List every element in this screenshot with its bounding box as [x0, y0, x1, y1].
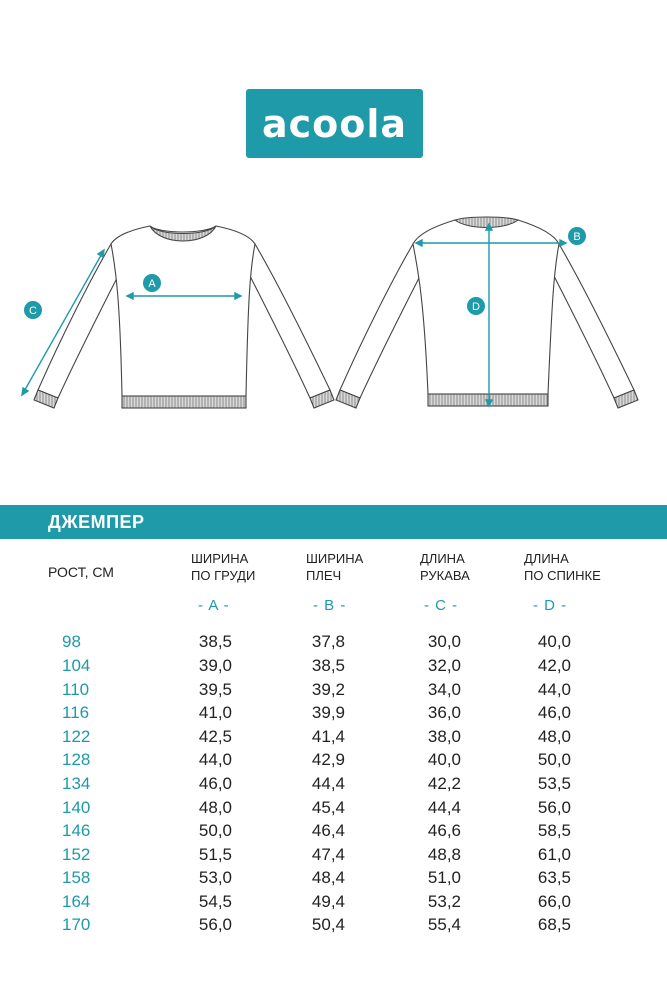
sleeve-cell: 42,2 [427, 774, 461, 793]
height-cell: 110 [62, 680, 90, 699]
table-row [0, 656, 667, 680]
shoulder-cell: 39,2 [311, 680, 345, 699]
column-letter-a: - A - [198, 597, 230, 614]
column-header-sleeve [420, 550, 470, 584]
back-length-cell: 44,0 [537, 680, 571, 699]
table-row [0, 632, 667, 656]
chest-cell: 39,0 [198, 656, 232, 675]
table-row [0, 750, 667, 774]
sweater-front [34, 226, 334, 408]
back-length-cell: 50,0 [537, 750, 571, 769]
logo-text: acoola [261, 101, 408, 146]
chest-cell: 46,0 [198, 774, 232, 793]
chest-cell: 39,5 [198, 680, 232, 699]
column-header-line: ПЛЕЧ [306, 568, 342, 583]
chest-cell: 53,0 [198, 868, 232, 887]
column-header-line: ДЛИНА [524, 551, 569, 566]
chest-cell: 38,5 [198, 632, 232, 651]
sleeve-cell: 36,0 [427, 703, 461, 722]
sweater-back [336, 217, 638, 408]
sleeve-cell: 48,8 [427, 845, 461, 864]
height-column-header: РОСТ, СМ [48, 564, 114, 580]
table-row [0, 845, 667, 869]
sleeve-cell: 32,0 [427, 656, 461, 675]
back-length-cell: 42,0 [537, 656, 571, 675]
height-cell: 116 [62, 703, 90, 722]
table-row [0, 798, 667, 822]
marker-c [24, 301, 42, 319]
chest-cell: 48,0 [198, 798, 232, 817]
back-length-cell: 56,0 [537, 798, 571, 817]
table-title-banner [0, 505, 667, 539]
chest-cell: 51,5 [198, 845, 232, 864]
shoulder-cell: 42,9 [311, 750, 345, 769]
table-row [0, 703, 667, 727]
height-cell: 104 [62, 656, 91, 675]
column-header-line: ПО ГРУДИ [191, 568, 256, 583]
column-header-shoulders [306, 550, 363, 584]
back-length-cell: 46,0 [537, 703, 571, 722]
column-letter-d: - D - [533, 597, 568, 614]
chest-cell: 54,5 [198, 892, 232, 911]
shoulder-cell: 49,4 [311, 892, 345, 911]
column-letter-c: - C - [424, 597, 459, 614]
marker-b-label: B [573, 231, 581, 243]
shoulder-cell: 39,9 [311, 703, 345, 722]
sleeve-cell: 38,0 [427, 727, 461, 746]
marker-a-label: A [148, 278, 156, 290]
chest-cell: 50,0 [198, 821, 232, 840]
brand-logo [246, 89, 423, 158]
sleeve-cell: 40,0 [427, 750, 461, 769]
back-length-cell: 58,5 [537, 821, 571, 840]
shoulder-cell: 50,4 [311, 915, 345, 934]
shoulder-cell: 47,4 [311, 845, 345, 864]
shoulder-cell: 45,4 [311, 798, 345, 817]
height-cell: 152 [62, 845, 91, 864]
sleeve-cell: 46,6 [427, 821, 461, 840]
table-row [0, 821, 667, 845]
marker-b [568, 227, 586, 245]
sleeve-cell: 30,0 [427, 632, 461, 651]
chest-cell: 41,0 [198, 703, 232, 722]
column-letter-b: - B - [313, 597, 347, 614]
height-cell: 140 [62, 798, 91, 817]
height-cell: 122 [62, 727, 91, 746]
chest-cell: 44,0 [198, 750, 232, 769]
column-header-line: ПО СПИНКЕ [524, 568, 601, 583]
shoulder-cell: 41,4 [311, 727, 345, 746]
table-row [0, 892, 667, 916]
marker-d [467, 297, 485, 315]
column-header-back-length [524, 550, 601, 584]
back-length-cell: 53,5 [537, 774, 571, 793]
marker-c-label: C [29, 305, 37, 317]
height-cell: 158 [62, 868, 91, 887]
sleeve-cell: 44,4 [427, 798, 461, 817]
height-cell: 146 [62, 821, 91, 840]
table-row [0, 774, 667, 798]
sleeve-cell: 55,4 [427, 915, 461, 934]
back-length-cell: 40,0 [537, 632, 571, 651]
chest-cell: 42,5 [198, 727, 232, 746]
shoulder-cell: 44,4 [311, 774, 345, 793]
column-header-line: ШИРИНА [191, 551, 249, 566]
height-cell: 170 [62, 915, 91, 934]
shoulder-cell: 38,5 [311, 656, 345, 675]
column-header-line: ДЛИНА [420, 551, 465, 566]
sleeve-cell: 51,0 [427, 868, 461, 887]
column-header-line: ШИРИНА [306, 551, 364, 566]
back-length-cell: 68,5 [537, 915, 571, 934]
table-title: ДЖЕМПЕР [48, 512, 145, 532]
table-row [0, 727, 667, 751]
table-row [0, 680, 667, 704]
chest-cell: 56,0 [198, 915, 232, 934]
marker-d-label: D [472, 301, 480, 313]
back-length-cell: 63,5 [537, 868, 571, 887]
table-row [0, 868, 667, 892]
sleeve-cell: 34,0 [427, 680, 461, 699]
height-cell: 134 [62, 774, 91, 793]
shoulder-cell: 46,4 [311, 821, 345, 840]
height-cell: 98 [62, 632, 81, 651]
column-header-line: РУКАВА [420, 568, 470, 583]
shoulder-cell: 37,8 [311, 632, 345, 651]
sweater-diagram [0, 200, 667, 430]
back-length-cell: 66,0 [537, 892, 571, 911]
shoulder-cell: 48,4 [311, 868, 345, 887]
marker-a [143, 274, 161, 292]
column-header-chest [191, 550, 255, 584]
sleeve-cell: 53,2 [427, 892, 461, 911]
back-length-cell: 48,0 [537, 727, 571, 746]
table-row [0, 915, 667, 939]
back-length-cell: 61,0 [537, 845, 571, 864]
height-cell: 164 [62, 892, 91, 911]
height-cell: 128 [62, 750, 91, 769]
